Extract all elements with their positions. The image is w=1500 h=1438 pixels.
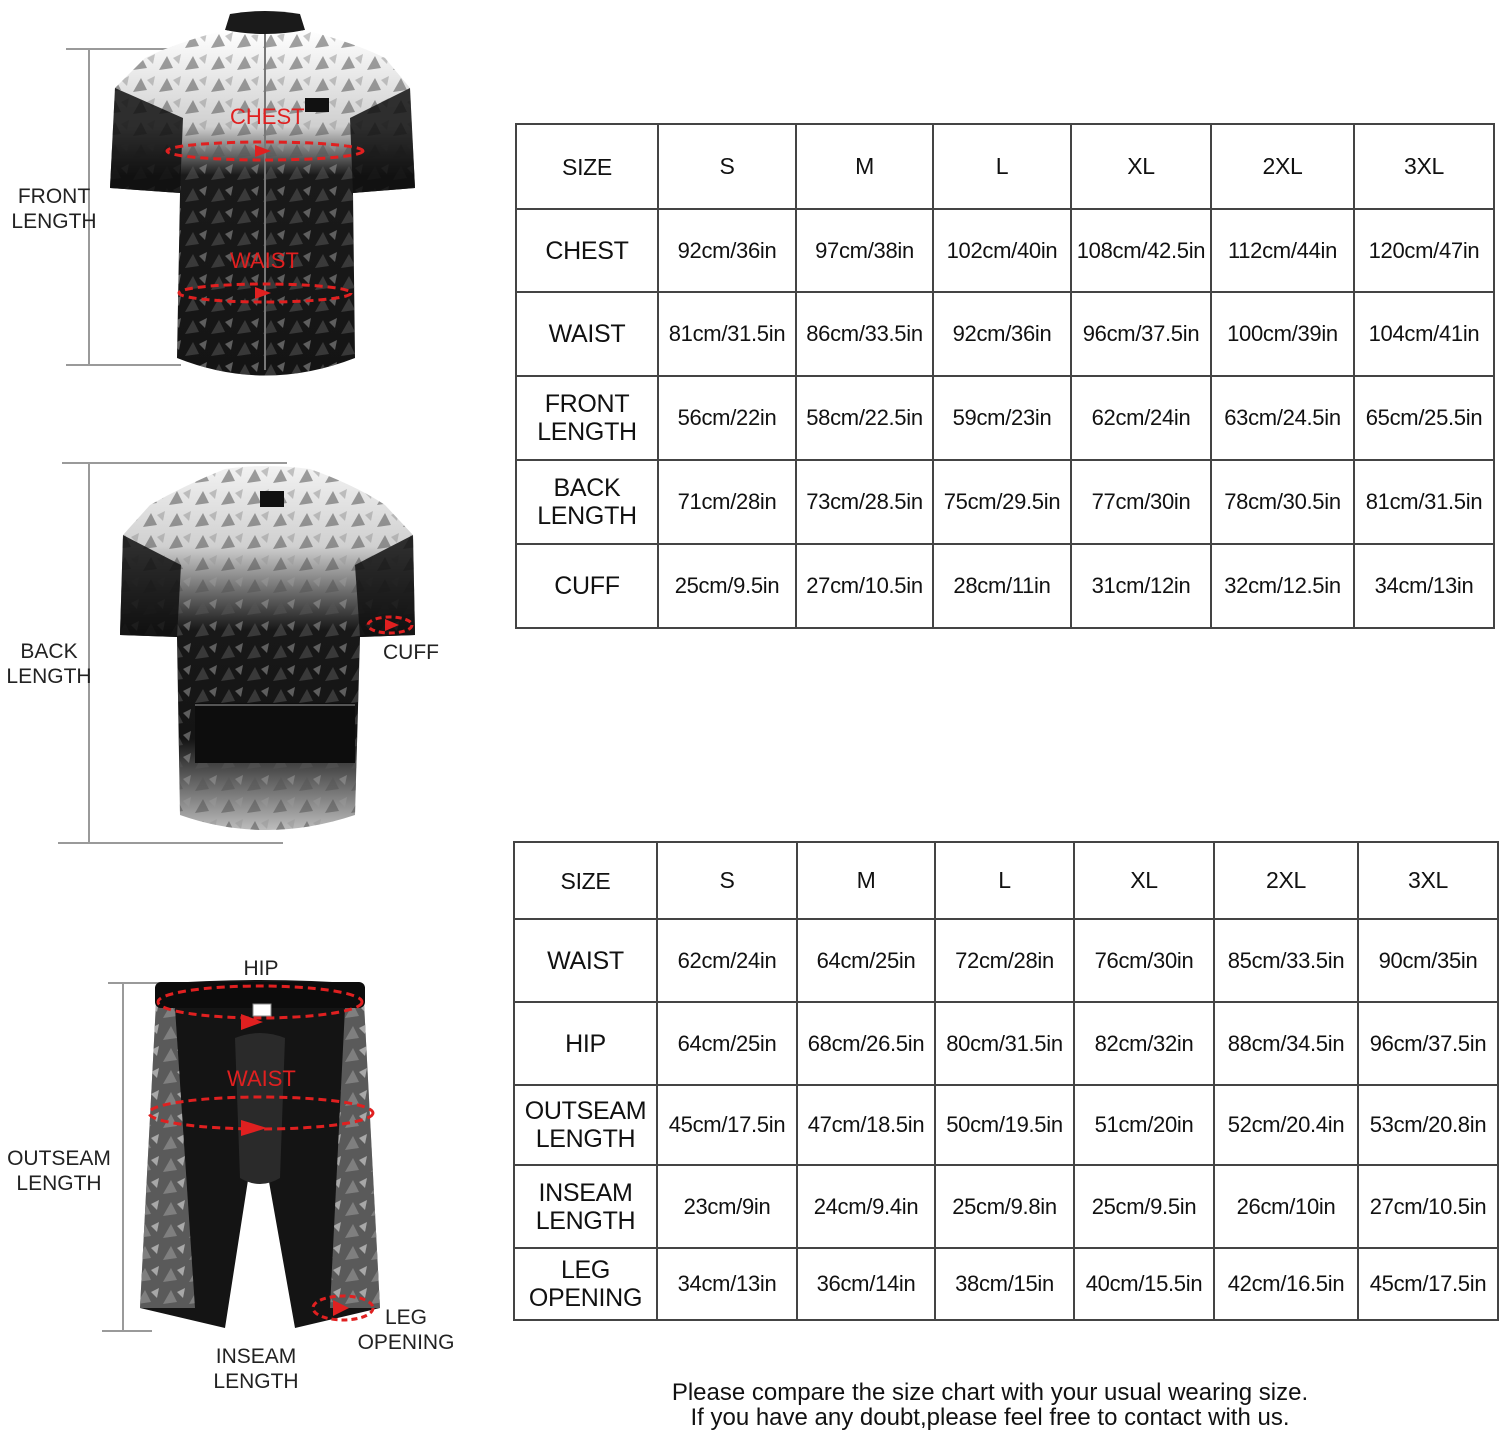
table-cell: 81cm/31.5in (1354, 460, 1494, 544)
table-cell: 77cm/30in (1071, 460, 1211, 544)
table-cell: 50cm/19.5in (935, 1085, 1074, 1165)
row-label: WAIST (514, 919, 657, 1002)
svg-text:WAIST: WAIST (227, 1066, 296, 1091)
outseam-length-label: OUTSEAM LENGTH (7, 1147, 111, 1195)
table-cell: 28cm/11in (933, 544, 1071, 628)
table-cell: 24cm/9.4in (797, 1165, 935, 1248)
jersey-size-table (515, 123, 1495, 629)
table-cell: 108cm/42.5in (1071, 209, 1211, 292)
table-row (516, 460, 1494, 544)
table-cell: 81cm/31.5in (658, 292, 796, 376)
table-cell: 97cm/38in (796, 209, 933, 292)
table-cell: 56cm/22in (658, 376, 796, 460)
table-cell: 86cm/33.5in (796, 292, 933, 376)
size-column-2xl: 2XL (1214, 842, 1358, 919)
row-label: LEG OPENING (514, 1248, 657, 1320)
table-cell: 36cm/14in (797, 1248, 935, 1320)
cuff-label: CUFF (383, 641, 439, 664)
table-cell: 96cm/37.5in (1358, 1002, 1498, 1085)
table-cell: 96cm/37.5in (1071, 292, 1211, 376)
row-label: HIP (514, 1002, 657, 1085)
back-length-label: BACK LENGTH (6, 640, 92, 688)
size-column-3xl: 3XL (1358, 842, 1498, 919)
table-cell: 75cm/29.5in (933, 460, 1071, 544)
table-cell: 71cm/28in (658, 460, 796, 544)
table-cell: 80cm/31.5in (935, 1002, 1074, 1085)
svg-text:CHEST: CHEST (230, 104, 305, 129)
table-cell: 40cm/15.5in (1074, 1248, 1214, 1320)
table-cell: 78cm/30.5in (1211, 460, 1354, 544)
table-cell: 112cm/44in (1211, 209, 1354, 292)
table-cell: 88cm/34.5in (1214, 1002, 1358, 1085)
size-header-cell: SIZE (514, 842, 657, 919)
table-cell: 62cm/24in (1071, 376, 1211, 460)
front-length-label: FRONT LENGTH (11, 185, 97, 233)
row-label: WAIST (516, 292, 658, 376)
row-label: INSEAM LENGTH (514, 1165, 657, 1248)
table-cell: 52cm/20.4in (1214, 1085, 1358, 1165)
table-header-row (516, 124, 1494, 209)
hip-label: HIP (243, 957, 279, 980)
table-row (514, 919, 1498, 1002)
table-cell: 38cm/15in (935, 1248, 1074, 1320)
table-row (516, 376, 1494, 460)
table-cell: 25cm/9.8in (935, 1165, 1074, 1248)
row-label: CUFF (516, 544, 658, 628)
table-cell: 64cm/25in (797, 919, 935, 1002)
table-cell: 76cm/30in (1074, 919, 1214, 1002)
table-cell: 68cm/26.5in (797, 1002, 935, 1085)
table-row (514, 1165, 1498, 1248)
table-cell: 58cm/22.5in (796, 376, 933, 460)
table-cell: 32cm/12.5in (1211, 544, 1354, 628)
table-cell: 59cm/23in (933, 376, 1071, 460)
size-column-2xl: 2XL (1211, 124, 1354, 209)
table-cell: 72cm/28in (935, 919, 1074, 1002)
table-row (516, 292, 1494, 376)
table-cell: 27cm/10.5in (796, 544, 933, 628)
table-cell: 25cm/9.5in (1074, 1165, 1214, 1248)
svg-text:WAIST: WAIST (230, 248, 299, 273)
size-column-xl: XL (1071, 124, 1211, 209)
size-column-m: M (796, 124, 933, 209)
table-header-row (514, 842, 1498, 919)
table-cell: 45cm/17.5in (1358, 1248, 1498, 1320)
size-header-cell: SIZE (516, 124, 658, 209)
table-cell: 73cm/28.5in (796, 460, 933, 544)
row-label: CHEST (516, 209, 658, 292)
table-row (514, 1002, 1498, 1085)
table-cell: 92cm/36in (658, 209, 796, 292)
row-label: BACK LENGTH (516, 460, 658, 544)
table-cell: 42cm/16.5in (1214, 1248, 1358, 1320)
table-row (514, 1085, 1498, 1165)
table-cell: 85cm/33.5in (1214, 919, 1358, 1002)
table-cell: 92cm/36in (933, 292, 1071, 376)
front-jersey-image (105, 8, 425, 393)
footer-note-line-2: If you have any doubt,please feel free to contact with us. (690, 1404, 1290, 1431)
table-cell: 120cm/47in (1354, 209, 1494, 292)
shorts-size-table (513, 841, 1499, 1321)
size-column-l: L (933, 124, 1071, 209)
table-cell: 90cm/35in (1358, 919, 1498, 1002)
table-cell: 27cm/10.5in (1358, 1165, 1498, 1248)
size-column-s: S (658, 124, 796, 209)
table-cell: 65cm/25.5in (1354, 376, 1494, 460)
inseam-length-label: INSEAM LENGTH (213, 1345, 299, 1393)
table-cell: 102cm/40in (933, 209, 1071, 292)
size-column-xl: XL (1074, 842, 1214, 919)
table-cell: 51cm/20in (1074, 1085, 1214, 1165)
table-cell: 64cm/25in (657, 1002, 797, 1085)
table-cell: 31cm/12in (1071, 544, 1211, 628)
back-jersey-image (115, 465, 420, 843)
row-label: FRONT LENGTH (516, 376, 658, 460)
table-cell: 45cm/17.5in (657, 1085, 797, 1165)
table-row (516, 544, 1494, 628)
table-cell: 62cm/24in (657, 919, 797, 1002)
table-cell: 47cm/18.5in (797, 1085, 935, 1165)
table-cell: 104cm/41in (1354, 292, 1494, 376)
table-cell: 82cm/32in (1074, 1002, 1214, 1085)
table-row (514, 1248, 1498, 1320)
row-label: OUTSEAM LENGTH (514, 1085, 657, 1165)
table-cell: 53cm/20.8in (1358, 1085, 1498, 1165)
footer-note-line-1: Please compare the size chart with your usual wearing size. (671, 1379, 1309, 1406)
shorts-image (135, 978, 385, 1338)
table-cell: 25cm/9.5in (658, 544, 796, 628)
size-column-s: S (657, 842, 797, 919)
table-cell: 34cm/13in (657, 1248, 797, 1320)
size-column-l: L (935, 842, 1074, 919)
leg-opening-label: LEG OPENING (357, 1306, 455, 1354)
footer-note (520, 1380, 1460, 1430)
size-column-3xl: 3XL (1354, 124, 1494, 209)
table-cell: 23cm/9in (657, 1165, 797, 1248)
table-row (516, 209, 1494, 292)
table-cell: 100cm/39in (1211, 292, 1354, 376)
size-column-m: M (797, 842, 935, 919)
table-cell: 63cm/24.5in (1211, 376, 1354, 460)
table-cell: 26cm/10in (1214, 1165, 1358, 1248)
table-cell: 34cm/13in (1354, 544, 1494, 628)
